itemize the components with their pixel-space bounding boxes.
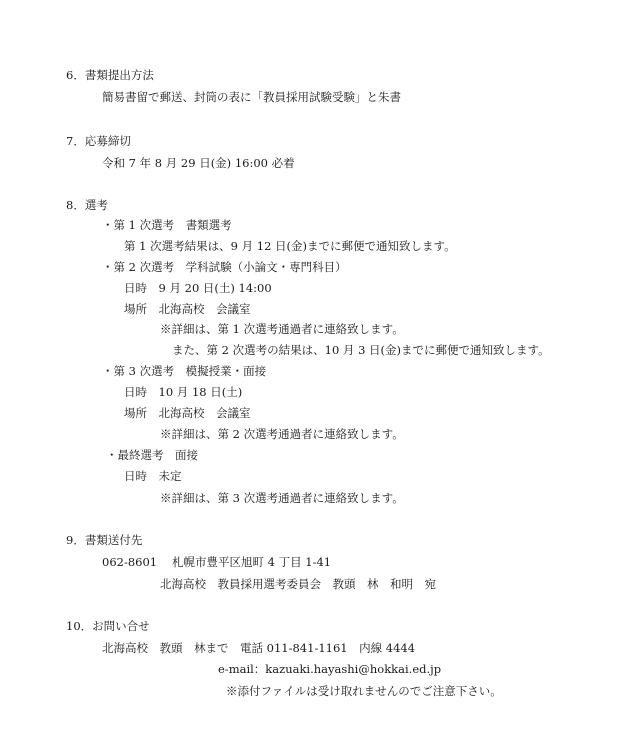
address: 札幌市豊平区旭町 4 丁目 1-41 [172, 555, 332, 569]
section-6-body: 簡易書留で郵送、封筒の表に「教員採用試験受験」と朱書 [102, 90, 401, 104]
stage2-place: 場所 北海高校 会議室 [124, 302, 251, 316]
section-7-body: 令和 7 年 8 月 29 日(金) 16:00 必着 [102, 156, 295, 170]
stage3-place: 場所 北海高校 会議室 [124, 406, 251, 420]
section-9-heading: 9．書類送付先 [66, 533, 143, 547]
section-7-heading: 7．応募締切 [66, 134, 131, 148]
final-note: ※詳細は、第 3 次選考通過者に連絡致します。 [160, 491, 404, 505]
recipient: 北海高校 教員採用選考委員会 教頭 林 和明 宛 [160, 577, 436, 591]
final-datetime: 日時 未定 [124, 469, 182, 483]
postal-code: 062-8601 [102, 555, 158, 569]
stage1-result: 第 1 次選考結果は、9 月 12 日(金)までに郵便で通知致します。 [124, 239, 456, 253]
section-8-heading: 8．選考 [66, 198, 108, 212]
attachment-note: ※添付ファイルは受け取れませんのでご注意下さい。 [226, 684, 502, 698]
stage1-title: ・第 1 次選考 書類選考 [102, 218, 232, 232]
section-10-heading: 10．お問い合せ [66, 619, 150, 633]
stage3-title: ・第 3 次選考 模擬授業・面接 [102, 364, 267, 378]
stage3-datetime: 日時 10 月 18 日(土) [124, 385, 243, 399]
final-title: ・最終選考 面接 [106, 448, 198, 462]
stage2-note2: また、第 2 次選考の結果は、10 月 3 日(金)までに郵便で通知致します。 [172, 343, 550, 357]
email-line: e-mail：kazuaki.hayashi@hokkai.ed.jp [218, 662, 442, 676]
stage2-title: ・第 2 次選考 学科試験（小論文・専門科目） [102, 260, 347, 274]
stage2-datetime: 日時 9 月 20 日(土) 14:00 [124, 281, 272, 295]
stage3-note: ※詳細は、第 2 次選考通過者に連絡致します。 [160, 427, 404, 441]
contact-line: 北海高校 教頭 林まで 電話 011-841-1161 内線 4444 [102, 641, 416, 655]
stage2-note: ※詳細は、第 1 次選考通過者に連絡致します。 [160, 322, 404, 336]
section-6-heading: 6．書類提出方法 [66, 68, 154, 82]
